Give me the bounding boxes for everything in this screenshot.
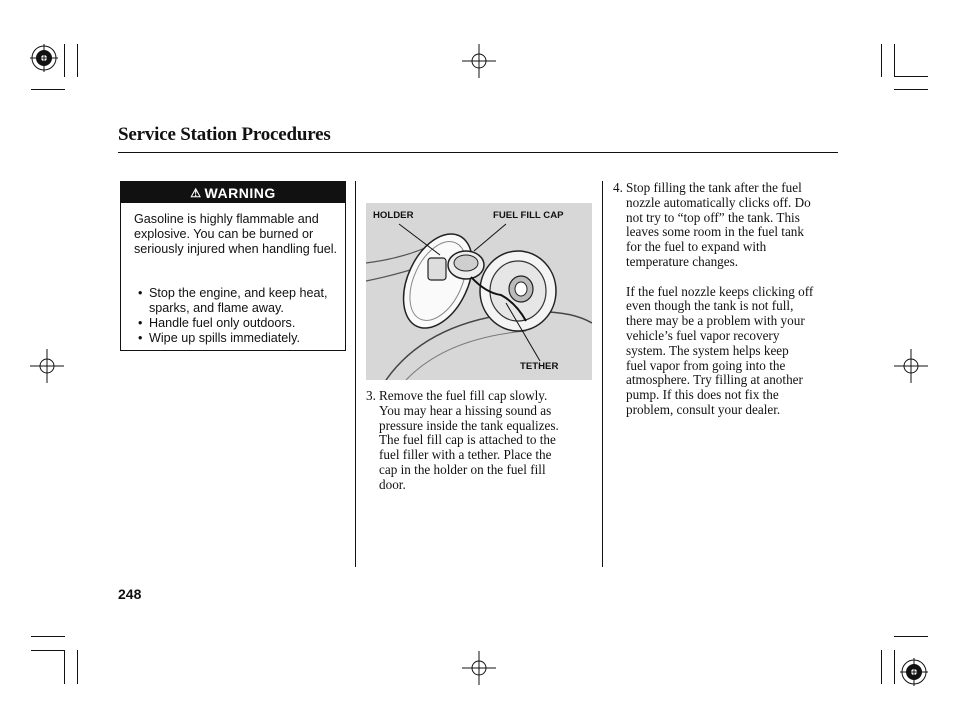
step-line: vehicle’s fuel vapor recovery	[626, 327, 780, 343]
step-line: nozzle automatically clicks off. Do	[626, 194, 811, 210]
step-line: pump. If this does not fix the	[626, 387, 779, 403]
crosshair-icon	[30, 349, 64, 383]
warning-bullet: • Wipe up spills immediately.	[138, 331, 343, 346]
step-line: pressure inside the tank equalizes.	[379, 417, 559, 433]
page-title: Service Station Procedures	[118, 124, 331, 145]
crosshair-icon	[462, 651, 496, 685]
registration-target-icon	[900, 658, 928, 686]
warning-bullet: • Stop the engine, and keep heat, sparks, and flame away.	[138, 286, 343, 316]
step-line: problem, consult your dealer.	[626, 401, 781, 417]
step-line: If the fuel nozzle keeps clicking off	[626, 283, 814, 299]
step-line: leaves some room in the fuel tank	[626, 224, 804, 240]
fuel-door-drawing	[366, 203, 592, 380]
step-line: fuel vapor from going into the	[626, 357, 786, 373]
tether-label: TETHER	[520, 361, 559, 372]
crosshair-icon	[894, 349, 928, 383]
step-line: there may be a problem with your	[626, 313, 805, 329]
step-4	[613, 181, 843, 421]
fuel-cap-illustration	[366, 203, 592, 380]
holder-label: HOLDER	[373, 210, 414, 221]
step-line: temperature changes.	[626, 253, 739, 269]
page-number: 248	[118, 586, 142, 602]
step-line: not try to “top off” the tank. This	[626, 209, 800, 225]
fuel-fill-cap-label: FUEL FILL CAP	[493, 210, 564, 221]
crosshair-icon	[462, 44, 496, 78]
warning-box	[120, 181, 346, 351]
warning-header	[121, 182, 345, 203]
step-line: Stop filling the tank after the fuel	[626, 180, 802, 195]
step-line: for the fuel to expand with	[626, 239, 767, 255]
registration-target-icon	[30, 44, 58, 72]
step-line: atmosphere. Try filling at another	[626, 372, 803, 388]
step-body	[379, 389, 559, 493]
step-line: fuel filler with a tether. Place the	[379, 447, 552, 463]
title-divider	[118, 152, 838, 153]
step-line: cap in the holder on the fuel fill	[379, 461, 546, 477]
step-line: The fuel fill cap is attached to the	[379, 432, 556, 448]
step-body	[626, 181, 813, 418]
warning-intro: Gasoline is highly flammable and explosive. You can be burned or seriously injured when handling fuel.	[134, 212, 338, 256]
step-line: even though the tank is not full,	[626, 298, 794, 314]
column-divider	[602, 181, 603, 567]
step-line: You may hear a hissing sound as	[379, 402, 552, 418]
step-line: Remove the fuel fill cap slowly.	[379, 388, 548, 403]
step-number: 3.	[366, 388, 376, 403]
warning-heading: WARNING	[204, 184, 276, 201]
warning-bullets	[138, 286, 343, 346]
warning-triangle-icon: ⚠	[190, 185, 202, 200]
column-divider	[355, 181, 356, 567]
warning-bullet: • Handle fuel only outdoors.	[138, 316, 343, 331]
step-3	[366, 389, 592, 499]
step-number: 4.	[613, 180, 623, 195]
step-line: system. The system helps keep	[626, 342, 789, 358]
step-line: door.	[379, 476, 406, 492]
